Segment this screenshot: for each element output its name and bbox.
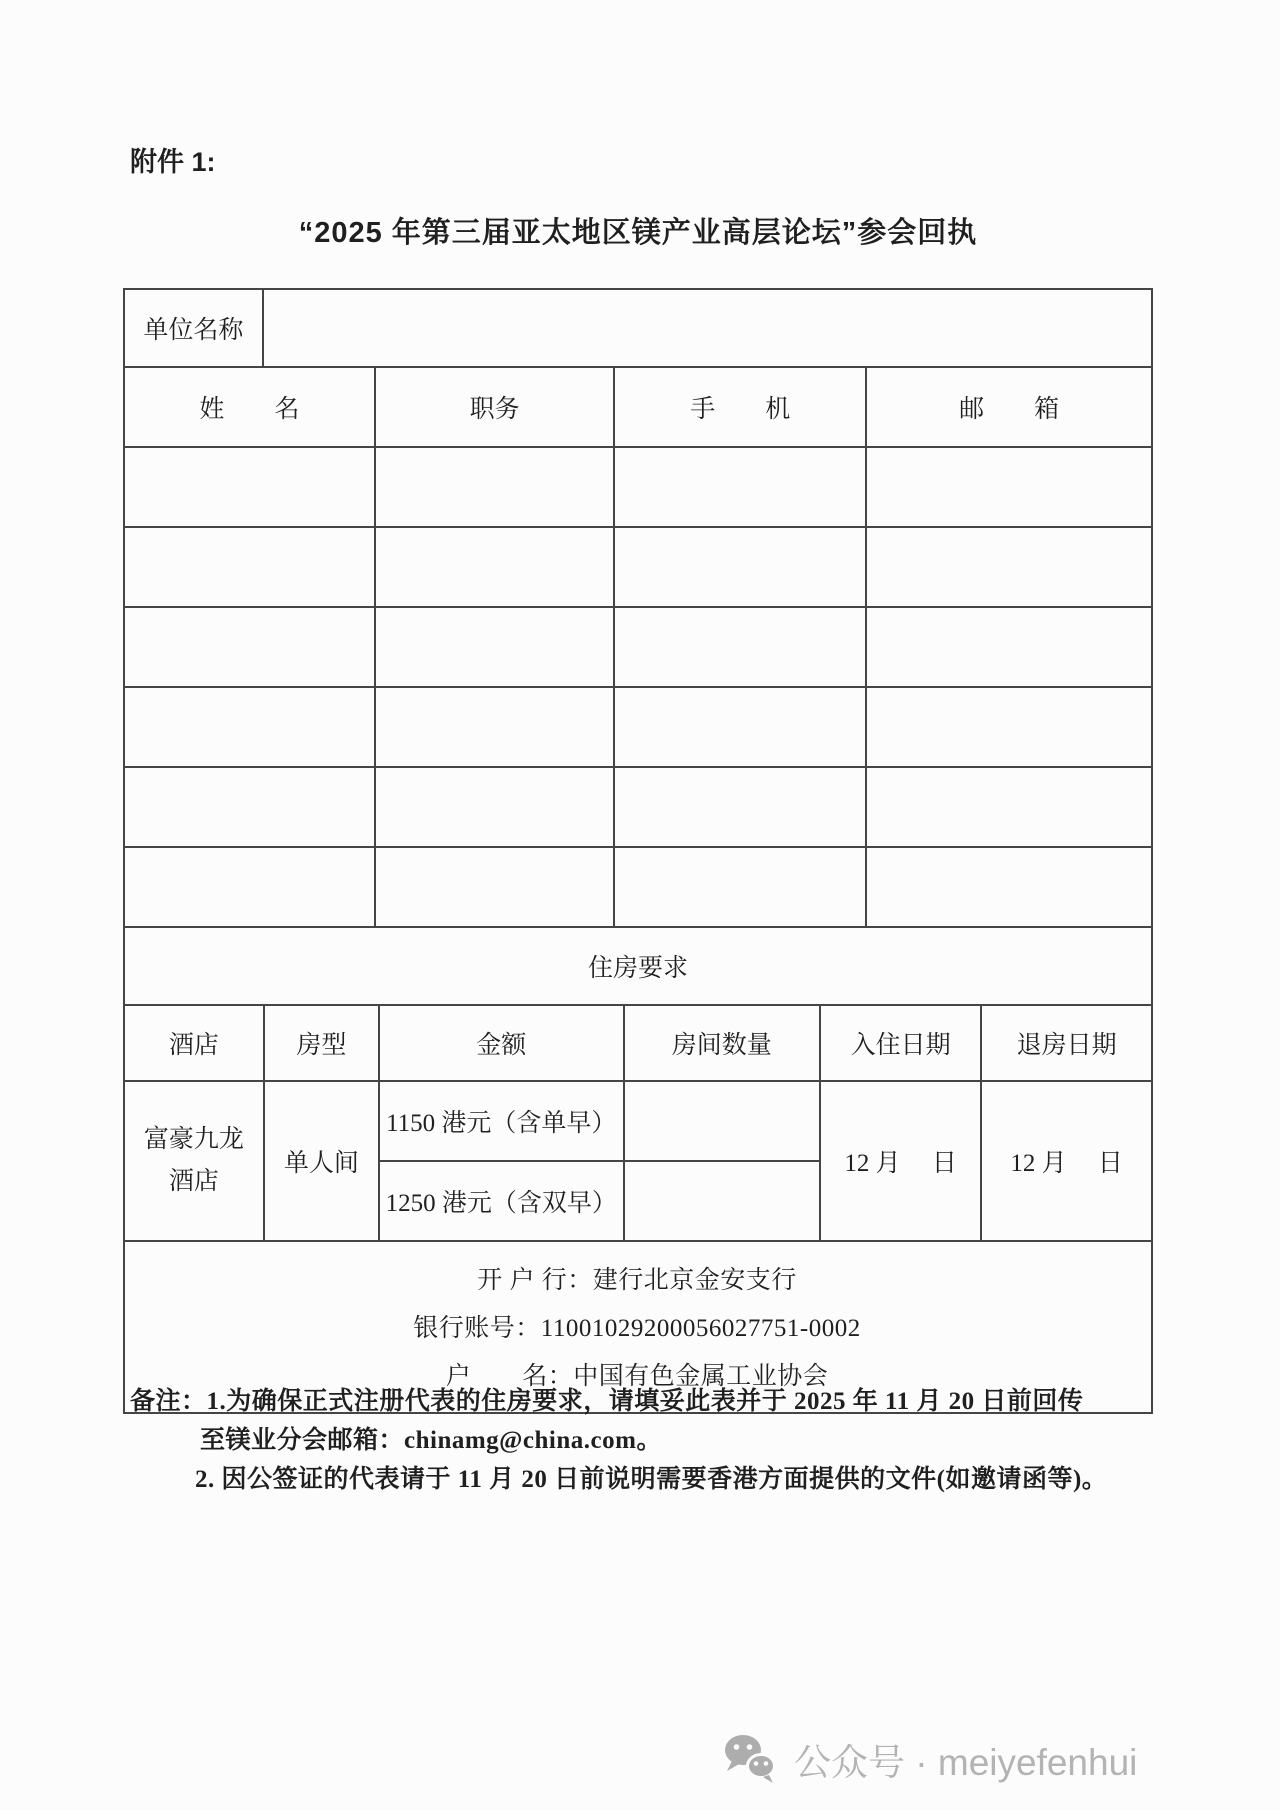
bank-branch-label: 开 户 行： bbox=[477, 1267, 593, 1294]
registration-form-table bbox=[123, 288, 1153, 1414]
attendee-name-cell bbox=[124, 607, 375, 687]
attendee-name-cell bbox=[124, 447, 375, 527]
attendee-email-cell bbox=[866, 607, 1152, 687]
attendee-mobile-cell bbox=[614, 447, 866, 527]
unit-name-label: 单位名称 bbox=[124, 289, 263, 367]
note-1-text: 1.为确保正式注册代表的住房要求，请填妥此表并于 2025 年 11 月 20 日前回传 bbox=[206, 1388, 1084, 1415]
bank-branch-line bbox=[137, 1264, 1137, 1298]
hotel-col-header-room-count: 房间数量 bbox=[624, 1005, 820, 1081]
housing-title-section bbox=[123, 926, 1153, 1006]
room-count-1-cell bbox=[624, 1081, 820, 1161]
attendee-name-cell bbox=[124, 847, 375, 927]
attendee-position-cell bbox=[375, 607, 615, 687]
hotel-name-line2: 酒店 bbox=[168, 1168, 219, 1195]
attendees-section bbox=[123, 366, 1153, 928]
attendee-row bbox=[124, 847, 1152, 927]
attendee-name-cell bbox=[124, 767, 375, 847]
attendee-row bbox=[124, 607, 1152, 687]
account-holder-value: 中国有色金属工业协会 bbox=[573, 1363, 829, 1390]
watermark-footer bbox=[722, 1732, 1137, 1786]
attendee-col-header-position: 职务 bbox=[375, 367, 615, 447]
housing-section-title: 住房要求 bbox=[124, 927, 1152, 1005]
note-item-1-line-2: 至镁业分会邮箱：chinamg@china.com。 bbox=[200, 1427, 662, 1454]
bank-branch-value: 建行北京金安支行 bbox=[592, 1267, 797, 1294]
bank-account-label: 银行账号： bbox=[413, 1315, 541, 1342]
attendee-mobile-cell bbox=[614, 607, 866, 687]
watermark-text: 公众号 · meiyefenhui bbox=[794, 1742, 1138, 1783]
attendee-mobile-cell bbox=[614, 687, 866, 767]
attendee-row bbox=[124, 527, 1152, 607]
hotel-name-line1: 富豪九龙 bbox=[143, 1125, 244, 1153]
attendee-col-header-name: 姓 名 bbox=[124, 367, 375, 447]
hotel-name-cell bbox=[124, 1081, 264, 1241]
attendee-position-cell bbox=[375, 687, 615, 767]
note-item-1-line-1 bbox=[130, 1382, 1180, 1421]
attendee-row bbox=[124, 767, 1152, 847]
check-out-date-cell: 12 月 日 bbox=[981, 1081, 1152, 1241]
attendee-col-header-email: 邮 箱 bbox=[866, 367, 1152, 447]
attendee-row bbox=[124, 687, 1152, 767]
attendee-position-cell bbox=[375, 847, 615, 927]
attendee-mobile-cell bbox=[614, 527, 866, 607]
hotel-col-header-check-out: 退房日期 bbox=[981, 1005, 1152, 1081]
attendee-row bbox=[124, 447, 1152, 527]
price-option-1-cell: 1150 港元（含单早） bbox=[379, 1081, 624, 1161]
notes-label: 备注： bbox=[130, 1388, 207, 1415]
attendee-email-cell bbox=[866, 687, 1152, 767]
unit-name-section bbox=[123, 288, 1153, 368]
attendee-name-cell bbox=[124, 527, 375, 607]
wechat-icon bbox=[722, 1733, 778, 1785]
note-item-2: 2. 因公签证的代表请于 11 月 20 日前说明需要香港方面提供的文件(如邀请函等)。 bbox=[195, 1466, 1108, 1493]
attendee-email-cell bbox=[866, 847, 1152, 927]
attendee-position-cell bbox=[375, 767, 615, 847]
price-option-2-cell: 1250 港元（含双早） bbox=[379, 1161, 624, 1241]
check-in-date-cell: 12 月 日 bbox=[820, 1081, 981, 1241]
attendee-col-header-mobile: 手 机 bbox=[614, 367, 866, 447]
bank-account-line bbox=[137, 1312, 1137, 1346]
notes-section bbox=[130, 1382, 1180, 1499]
attendee-mobile-cell bbox=[614, 767, 866, 847]
hotel-col-header-price: 金额 bbox=[379, 1005, 624, 1081]
bank-account-value: 11001029200056027751-0002 bbox=[540, 1315, 861, 1342]
attendee-position-cell bbox=[375, 447, 615, 527]
account-holder-label: 户 名： bbox=[445, 1363, 574, 1390]
room-type-cell: 单人间 bbox=[264, 1081, 379, 1241]
attendee-mobile-cell bbox=[614, 847, 866, 927]
attachment-label: 附件 1: bbox=[130, 147, 216, 177]
hotel-col-header-check-in: 入住日期 bbox=[820, 1005, 981, 1081]
attendee-position-cell bbox=[375, 527, 615, 607]
attendee-email-cell bbox=[866, 527, 1152, 607]
room-count-2-cell bbox=[624, 1161, 820, 1241]
hotel-col-header-hotel: 酒店 bbox=[124, 1005, 264, 1081]
attendee-name-cell bbox=[124, 687, 375, 767]
attendee-email-cell bbox=[866, 767, 1152, 847]
unit-name-value-cell bbox=[263, 289, 1152, 367]
hotel-section bbox=[123, 1004, 1153, 1242]
hotel-col-header-room-type: 房型 bbox=[264, 1005, 379, 1081]
page-title: “2025 年第三届亚太地区镁产业高层论坛”参会回执 bbox=[298, 217, 978, 249]
attendee-email-cell bbox=[866, 447, 1152, 527]
